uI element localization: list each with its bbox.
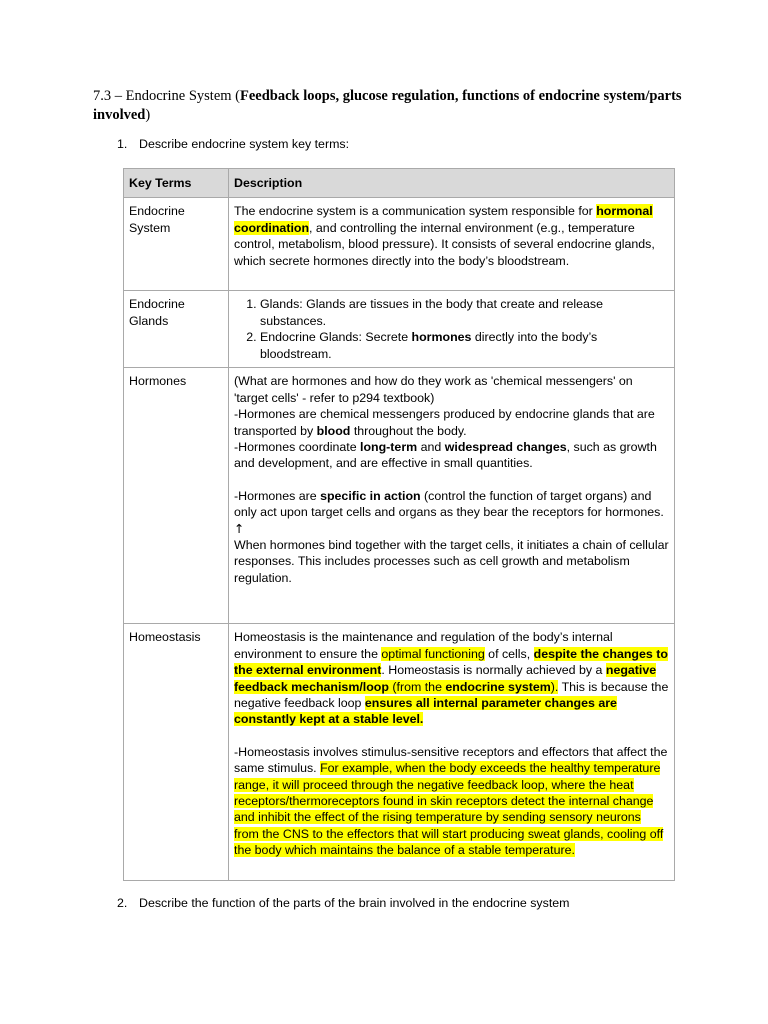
highlight-text: ). [550, 679, 559, 694]
desc-text: directly into the body’s bloodstream. [260, 330, 598, 361]
bold-text: blood [316, 423, 351, 438]
desc-text: , and controlling the internal environment (e.g., temperature control, metabolism, blood pressure). It consists of several endocrine glands, which secrete hormones directly into the body’s bloodstream. [234, 220, 655, 268]
arrow-up-icon: ↑ [234, 520, 245, 536]
desc-text: (control the function of target organs) and only act upon target cells and organs as they bear the receptors for hormones. [234, 488, 664, 520]
desc-text: . Homeostasis is normally achieved by a [381, 663, 606, 678]
desc-text: and [417, 440, 445, 455]
question-1-number: 1. [117, 137, 128, 151]
glands-list [234, 296, 669, 362]
bold-text: widespread changes [444, 440, 567, 455]
homeostasis-para [234, 629, 669, 727]
desc-homeostasis [229, 624, 675, 881]
table-row [124, 368, 675, 624]
bold-text: hormones [411, 330, 472, 345]
desc-text: Endocrine Glands: Secrete [260, 330, 412, 345]
desc-text: Homeostasis is the maintenance and regulation of the body’s internal environment to ensure the [234, 630, 613, 661]
hormones-para: When hormones bind together with the target cells, it initiates a chain of cellular responses. This includes processes such as cell growth and metabolism regulation. [234, 538, 669, 585]
table-row [124, 624, 675, 881]
desc-text: -Hormones coordinate [234, 440, 361, 455]
desc-text: This is because the negative feedback loop [234, 679, 669, 711]
spacer [234, 472, 669, 488]
homeostasis-para [234, 744, 669, 859]
desc-text: of cells, [484, 646, 534, 661]
hormones-para [234, 439, 669, 472]
highlight-text: optimal functioning [381, 646, 485, 661]
highlight-text: negative feedback mechanism/loop [234, 663, 657, 694]
term-hormones: Hormones [124, 368, 229, 624]
question-2-number: 2. [117, 896, 128, 910]
desc-hormones [229, 368, 675, 624]
bold-text: long-term [360, 440, 418, 455]
highlight-text: hormonal coordination [234, 204, 653, 235]
term-endocrine-system: Endocrine System [124, 198, 229, 291]
hormones-para [234, 406, 669, 439]
question-2 [117, 895, 569, 911]
spacer [234, 728, 669, 744]
desc-text: throughout the body. [350, 423, 467, 438]
header-key-terms: Key Terms [124, 169, 229, 198]
desc-text: , such as growth and development, and are effective in small quantities. [234, 440, 657, 471]
table-row [124, 291, 675, 368]
table-header-row [124, 169, 675, 198]
desc-text: -Homeostasis involves stimulus-sensitive receptors and effectors that affect the same stimulus. [234, 744, 668, 776]
title-prefix: 7.3 – Endocrine System ( [93, 88, 240, 104]
question-1-text: Describe endocrine system key terms: [139, 137, 350, 151]
highlight-text: (from the [388, 679, 446, 694]
desc-endocrine-glands [229, 291, 675, 368]
header-description: Description [229, 169, 675, 198]
title-suffix: ) [145, 107, 151, 123]
bold-text: specific in action [320, 488, 421, 503]
question-2-text: Describe the function of the parts of the brain involved in the endocrine system [139, 896, 570, 910]
highlight-text: ensures all internal parameter changes are constantly kept at a stable level. [234, 696, 617, 727]
hormones-intro: (What are hormones and how do they work as 'chemical messengers' on 'target cells' - refer to p294 textbook) [234, 374, 633, 405]
highlight-text: despite the changes to the external environment [234, 646, 668, 678]
hormones-para [234, 488, 669, 521]
page-title [93, 87, 693, 125]
question-1 [117, 136, 349, 152]
highlight-text: endocrine system [445, 679, 551, 694]
title-bold: Feedback loops, glucose regulation, functions of endocrine system/parts involved [93, 88, 682, 123]
highlight-text: For example, when the body exceeds the healthy temperature range, it will proceed through the negative feedback loop, where the heat receptors/thermoreceptors found in skin receptors detect the internal change and inhibit the effect of the rising temperature by sending sensory neurons from the CNS to the effectors that will start producing sweat glands, cooling off the body which maintains the balance of a stable temperature. [234, 761, 664, 858]
table-row [124, 198, 675, 291]
term-endocrine-glands: Endocrine Glands [124, 291, 229, 368]
desc-text: -Hormones are [234, 488, 321, 503]
list-item [260, 329, 669, 362]
term-homeostasis: Homeostasis [124, 624, 229, 881]
desc-text: The endocrine system is a communication system responsible for [234, 204, 597, 219]
key-terms-table [123, 168, 675, 881]
list-item: 1. Glands: Glands are tissues in the body that create and release substances. [260, 296, 669, 329]
desc-text: -Hormones are chemical messengers produced by endocrine glands that are transported by [234, 407, 655, 438]
desc-endocrine-system [229, 198, 675, 291]
